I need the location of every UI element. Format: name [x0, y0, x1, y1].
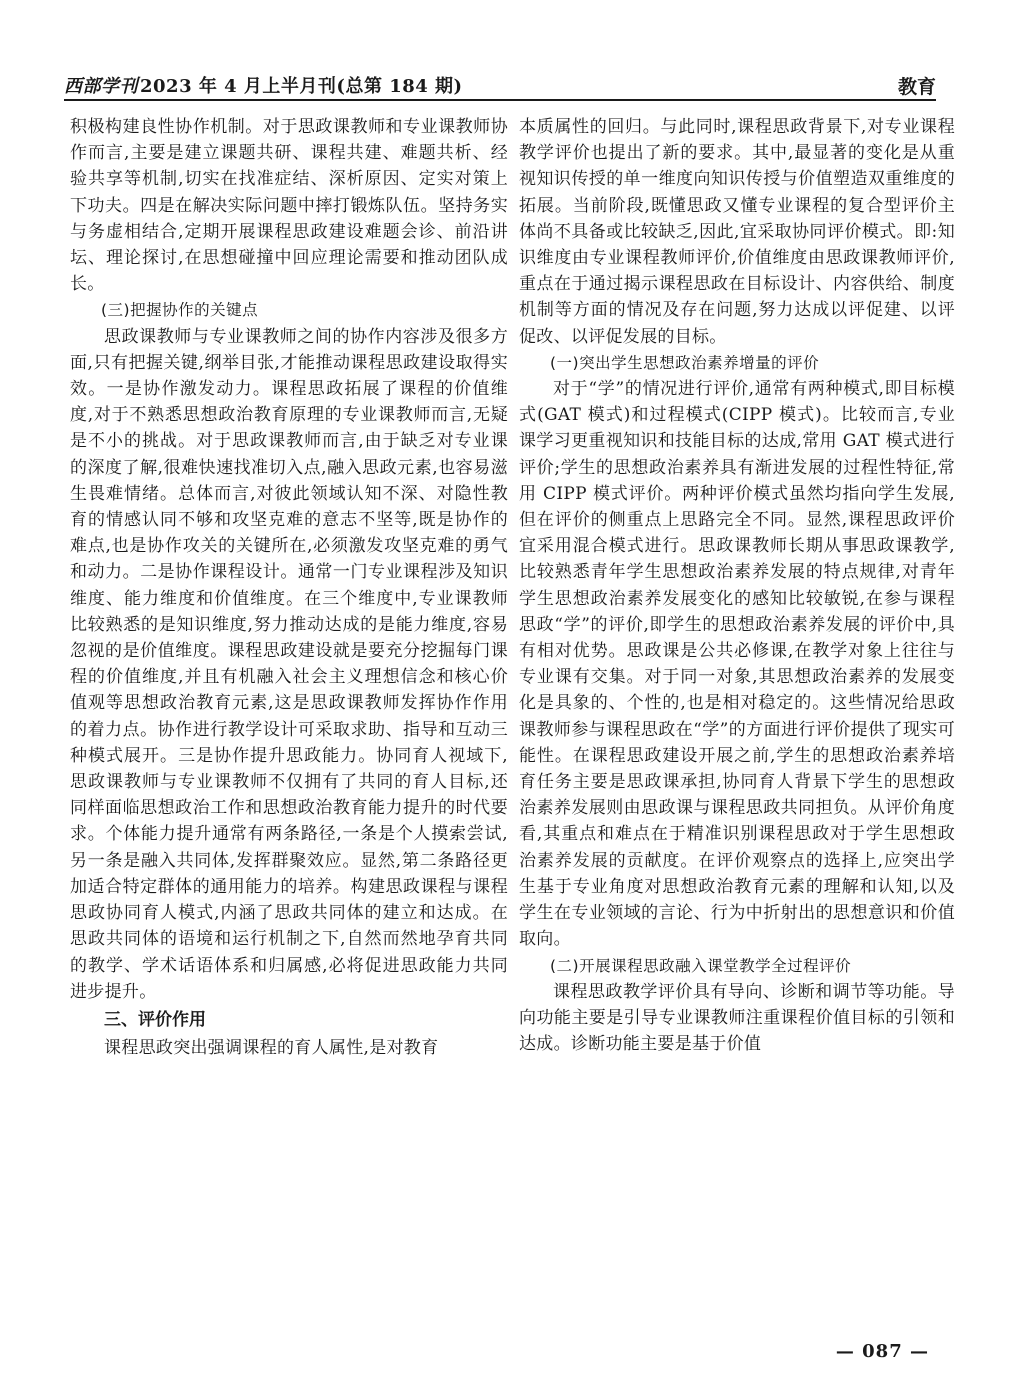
section-name: 教育 — [897, 76, 936, 98]
header-rule — [64, 99, 936, 101]
journal-issue: 2023 年 4 月上半月刊(总第 184 期) — [140, 76, 463, 97]
subsection-heading: (三)把握协作的关键点 — [101, 301, 259, 320]
section-heading: 三、评价作用 — [104, 1009, 206, 1030]
subsection-heading: (二)开展课程思政融入课堂教学全过程评价 — [550, 956, 852, 975]
paragraph: 积极构建良性协作机制。对于思政课教师和专业课教师协作而言,主要是建立课题共研、课程共建、难题共析、经验共享等机制,切实在找准症结、深析原因、定实对策上下功夫。四是在解决实际问题中摔打锻炼队伍。坚持务实与务虚相结合,定期开展课程思政建设难题会诊、前沿讲坛、理论探讨,在思想碰撞中回应理论需要和推动团队成长。 — [70, 117, 508, 295]
paragraph: 对于“学”的情况进行评价,通常有两种模式,即目标模式(GAT 模式)和过程模式(CIPP 模式)。比较而言,专业课学习更重视知识和技能目标的达成,常用 GAT 模式进行评价;学生的思想政治素养具有渐进发展的过程性特征,常用 CIPP 模式评价。两种评价模式虽然均指向学生发展,但在评价的侧重点上思路完全不同。显然,课程思政评价宜采用混合模式进行。思政课教师长期从事思政课教学,比较熟悉青年学生思想政治素养发展的特点规律,对青年学生思想政治素养发展变化的感知比较敏锐,在参与课程思政“学”的评价,即学生的思想政治素养发展的评价中,具有相对优势。思政课是公共必修课,在教学对象上往往与专业课有交集。对于同一对象,其思想政治素养的发展变化是具象的、个性的,也是相对稳定的。这些情况给思政课教师参与课程思政在“学”的方面进行评价提供了现实可能性。在课程思政建设开展之前,学生的思想政治素养培育任务主要是思政课承担,协同育人背景下学生的思想政治素养发展则由思政课与课程思政共同担负。从评价角度看,其重点和难点在于精准识别课程思政对于学生思想政治素养发展的贡献度。在评价观察点的选择上,应突出学生基于专业角度对思想政治教育元素的理解和认知,以及学生在专业领域的言论、行为中折射出的思想意识和价值取向。 — [519, 379, 955, 950]
subsection-heading: (一)突出学生思想政治素养增量的评价 — [550, 353, 820, 372]
right-column — [519, 114, 955, 1057]
paragraph: 本质属性的回归。与此同时,课程思政背景下,对专业课程教学评价也提出了新的要求。其中,最显著的变化是从重视知识传授的单一维度向知识传授与价值塑造双重维度的拓展。当前阶段,既懂思政又懂专业课程的复合型评价主体尚不具备或比较缺乏,因此,宜采取协同评价模式。即:知识维度由专业课程教师评价,价值维度由思政课教师评价,重点在于通过揭示课程思政在目标设计、内容供给、制度机制等方面的情况及存在问题,努力达成以评促建、以评促改、以评促发展的目标。 — [519, 117, 955, 347]
page-header — [64, 70, 936, 102]
paragraph: 思政课教师与专业课教师之间的协作内容涉及很多方面,只有把握关键,纲举目张,才能推动课程思政建设取得实效。一是协作激发动力。课程思政拓展了课程的价值维度,对于不熟悉思想政治教育原理的专业课教师而言,无疑是不小的挑战。对于思政课教师而言,由于缺乏对专业课的深度了解,很难快速找准切入点,融入思政元素,也容易滋生畏难情绪。总体而言,对彼此领域认知不深、对隐性教育的情感认同不够和攻坚克难的意志不坚等,既是协作的难点,也是协作攻关的关键所在,必须激发攻坚克难的勇气和动力。二是协作课程设计。通常一门专业课程涉及知识维度、能力维度和价值维度。在三个维度中,专业课教师比较熟悉的是知识维度,努力推动达成的是能力维度,容易忽视的是价值维度。课程思政建设就是要充分挖掘每门课程的价值维度,并且有机融入社会主义理想信念和核心价值观等思想政治教育元素,这是思政课教师发挥协作作用的着力点。协作进行教学设计可采取求助、指导和互动三种模式展开。三是协作提升思政能力。协同育人视域下,思政课教师与专业课教师不仅拥有了共同的育人目标,还同样面临思想政治工作和思想政治教育能力提升的时代要求。个体能力提升通常有两条路径,一条是个人摸索尝试,另一条是融入共同体,发挥群聚效应。显然,第二条路径更加适合特定群体的通用能力的培养。构建思政课程与课程思政协同育人模式,内涵了思政共同体的建立和达成。在思政共同体的语境和运行机制之下,自然而然地孕育共同的教学、学术话语体系和归属感,必将促进思政能力共同进步提升。 — [70, 326, 508, 1002]
paragraph: 课程思政教学评价具有导向、诊断和调节等功能。导向功能主要是引导专业课教师注重课程价值目标的引领和达成。诊断功能主要是基于价值 — [519, 981, 955, 1055]
paragraph: 课程思政突出强调课程的育人属性,是对教育 — [104, 1038, 439, 1059]
journal-logo: 西部学刊 — [64, 76, 138, 97]
journal-title — [64, 72, 463, 98]
left-column — [70, 114, 508, 1061]
page-number: — 087 — — [835, 1341, 929, 1362]
